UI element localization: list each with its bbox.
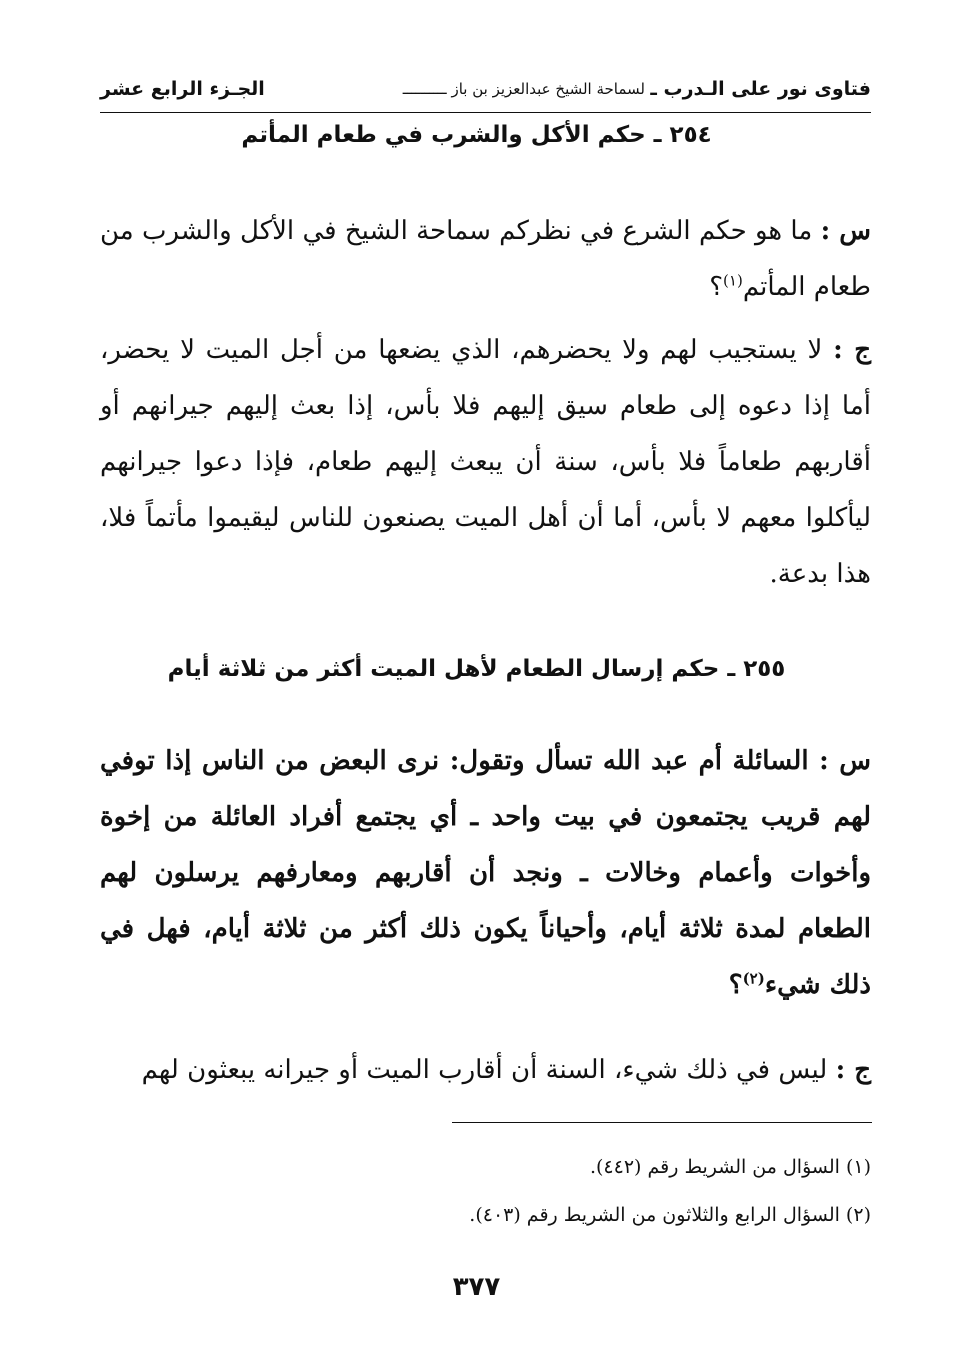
question-mark: ؟ bbox=[728, 970, 743, 1000]
running-head-book-title: فتاوى نور على الـدرب ـ bbox=[650, 78, 871, 100]
question-text: السائلة أم عبد الله تسأل وتقول: نرى البعض من الناس إذا توفي لهم قريب يجتمعون في بيت واحد ـ أي يجتمع أفراد العائلة من إخوة وأخوات وأعمام وخالات ـ ونجد أن أقاربهم ومعارفهم يرسلون لهم الطعام لمدة ثلاثة أيام، وأحياناً يكون ذلك أكثر من ثلاثة أيام، فهل في ذلك شيء bbox=[100, 746, 871, 1000]
answer-text: ليس في ذلك شيء، السنة أن أقارب الميت أو جيرانه يبعثون لهم bbox=[141, 1055, 828, 1085]
footnote-ref-1: (١) bbox=[723, 271, 743, 290]
page-number: ٣٧٧ bbox=[452, 1272, 501, 1302]
question-255 bbox=[100, 733, 871, 1013]
footnotes bbox=[100, 1143, 871, 1239]
question-text: ما هو حكم الشرع في نظركم سماحة الشيخ في الأكل والشرب من طعام المأتم bbox=[100, 216, 871, 302]
running-head-volume: الجـزء الرابع عشر bbox=[100, 78, 265, 100]
footnote-rule bbox=[452, 1122, 872, 1123]
running-head-author: لسماحة الشيخ عبدالعزيز بن باز ــــــــــ bbox=[402, 80, 645, 98]
question-label: س : bbox=[819, 746, 871, 776]
section-heading-254: ٢٥٤ ـ حكم الأكل والشرب في طعام المأتم bbox=[241, 122, 712, 148]
footnote-1: (١) السؤال من الشريط رقم (٤٤٢). bbox=[589, 1156, 871, 1178]
footnote-2: (٢) السؤال الرابع والثلاثون من الشريط رقم (٤٠٣). bbox=[469, 1204, 871, 1226]
header-rule bbox=[100, 112, 871, 113]
answer-text: لا يستجيب لهم ولا يحضرهم، الذي يضعها من أجل الميت لا يحضر، أما إذا دعوه إلى طعام سيق إليهم فلا بأس، إذا بعث إليهم جيرانهم أو أقاربهم طعاماً فلا بأس، سنة أن يبعث إليهم طعام، فإذا دعوا جيرانهم ليأكلوا معهم لا بأس، أما أن أهل الميت يصنعون للناس ليقيموا مأتماً فلا، هذا بدعة. bbox=[100, 335, 871, 589]
section-heading-255: ٢٥٥ ـ حكم إرسال الطعام لأهل الميت أكثر من ثلاثة أيام bbox=[167, 656, 786, 682]
answer-254 bbox=[100, 322, 871, 602]
question-label: س : bbox=[820, 216, 872, 246]
answer-label: ج : bbox=[833, 335, 872, 365]
footnote-ref-2: (٢) bbox=[742, 969, 765, 988]
answer-255 bbox=[100, 1042, 871, 1098]
running-head bbox=[100, 70, 871, 110]
question-254 bbox=[100, 203, 871, 315]
question-mark: ؟ bbox=[709, 272, 724, 302]
answer-label: ج : bbox=[835, 1055, 871, 1085]
